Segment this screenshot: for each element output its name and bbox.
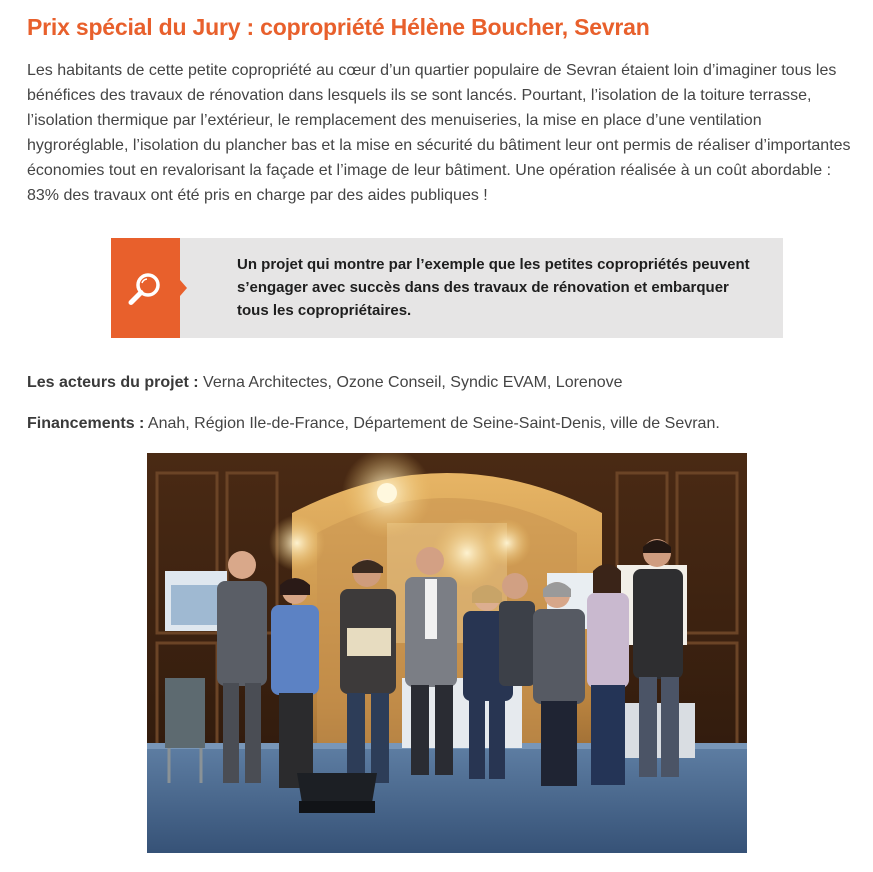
project-funding-label: Financements :	[27, 415, 145, 432]
callout-arrow	[180, 280, 187, 296]
callout-box	[111, 238, 783, 338]
award-ceremony-illustration	[147, 453, 747, 853]
project-funding	[27, 413, 720, 435]
award-ceremony-photo	[147, 453, 747, 853]
search-icon	[125, 269, 165, 309]
callout-icon-box	[111, 238, 180, 338]
project-actors	[27, 372, 623, 394]
project-actors-label: Les acteurs du projet :	[27, 374, 199, 391]
project-funding-value: Anah, Région Ile-de-France, Département de Seine-Saint-Denis, ville de Sevran.	[144, 415, 720, 432]
callout-text: Un projet qui montre par l’exemple que les petites copropriétés peuvent s’engager avec succès dans des travaux de rénovation et embarquer tous les copropriétaires.	[237, 256, 750, 319]
project-actors-value: Verna Architectes, Ozone Conseil, Syndic EVAM, Lorenove	[198, 374, 623, 391]
intro-paragraph: Les habitants de cette petite copropriété au cœur d’un quartier populaire de Sevran étaient loin d’imaginer tous les bénéfices des travaux de rénovation dans lesquels ils se sont lancés. Pourtant, l’isolation de la toiture terrasse, l’isolation thermique par l’extérieur, le remplacement des menuiseries, la mise en place d’une ventilation hygroréglable, l’isolation du plancher bas et la mise en sécurité du bâtiment leur ont permis de réaliser d’importantes économies tout en revalorisant la façade et l’image de leur bâtiment. Une opération réalisée à un coût abordable : 83% des travaux ont été pris en charge par des aides publiques !	[27, 62, 851, 204]
page-title: Prix spécial du Jury : copropriété Hélène Boucher, Sevran	[27, 14, 650, 40]
